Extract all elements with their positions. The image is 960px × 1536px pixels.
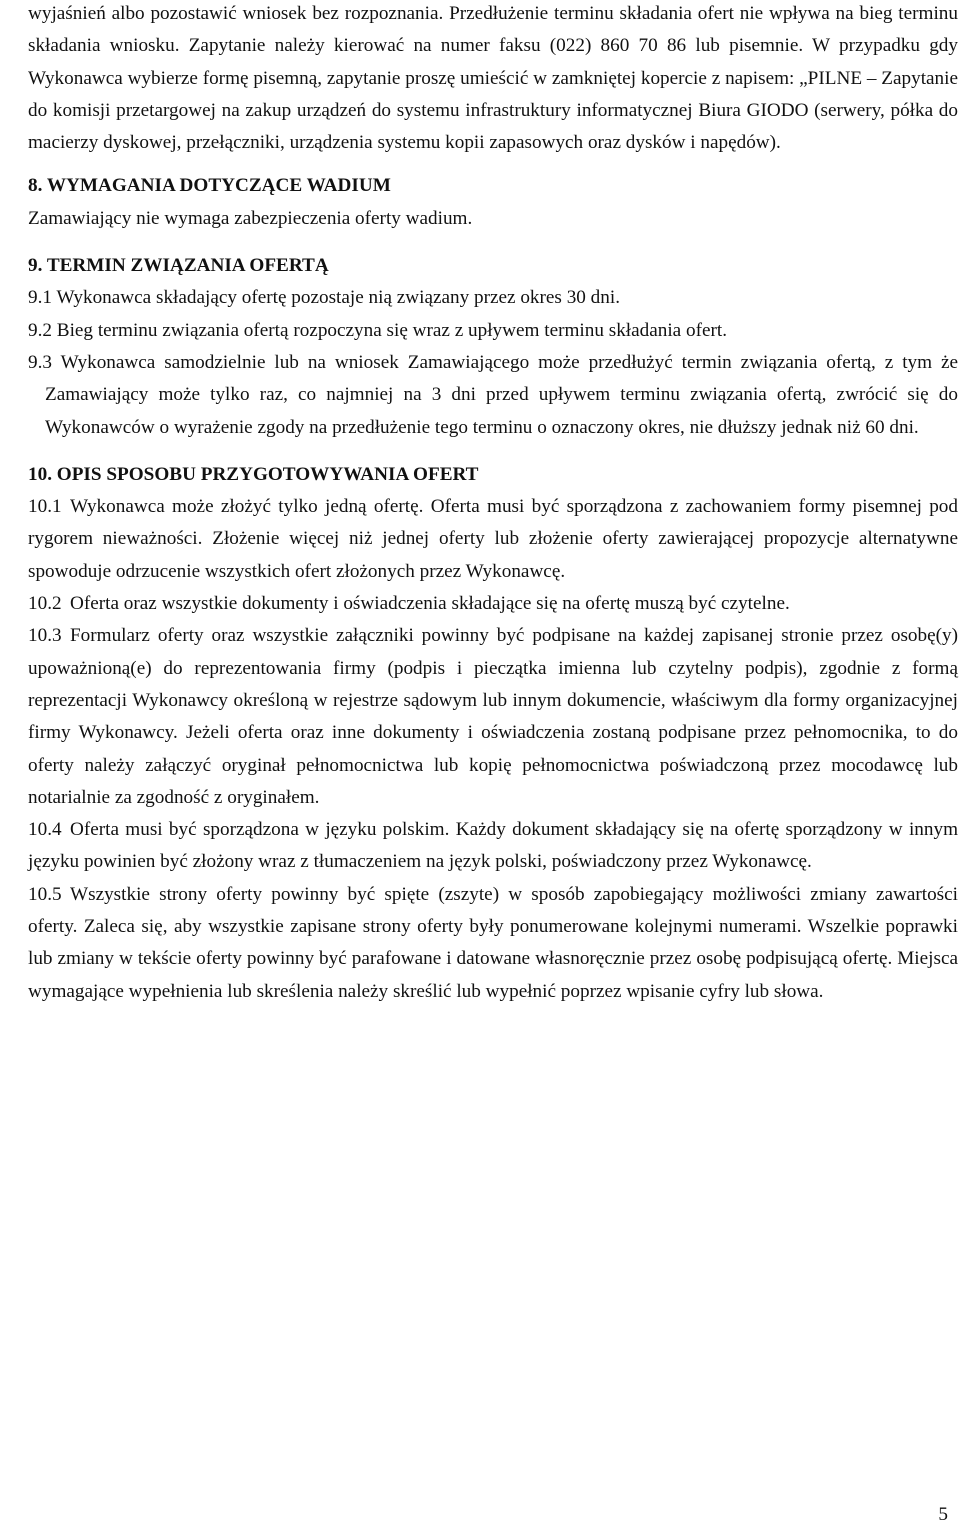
list-item-10-4 <box>28 814 958 879</box>
spacer <box>28 159 958 170</box>
spacer <box>28 444 958 459</box>
list-item-10-3 <box>28 620 958 814</box>
item-text: Wszystkie strony oferty powinny być spięte (zszyte) w sposób zapobiegający możliwości zmiany zawartości oferty. Zaleca się, aby wszystkie zapisane strony oferty były ponumerowane kolejnymi numerami. Wszelkie poprawki lub zmiany w tekście oferty powinny być parafowane i datowane własnoręcznie przez osobę podpisującą ofertę. Miejsca wymagające wypełnienia lub skreślenia należy skreślić lub wypełnić poprzez wpisanie cyfry lub słowa. <box>28 883 958 1002</box>
item-text: Wykonawca może złożyć tylko jedną ofertę. Oferta musi być sporządzona z zachowaniem formy pisemnej pod rygorem nieważności. Złożenie więcej niż jednej oferty lub złożenie oferty zawierającej propozycje alternatywne spowoduje odrzucenie wszystkich ofert złożonych przez Wykonawcę. <box>28 496 958 582</box>
item-number: 10.3 <box>28 625 62 647</box>
page-number: 5 <box>938 1504 948 1525</box>
list-item-9-1 <box>28 282 958 314</box>
item-number: 10.1 <box>28 496 62 518</box>
item-number: 10.4 <box>28 819 62 841</box>
item-text: Oferta musi być sporządzona w języku polskim. Każdy dokument składający się na ofertę sporządzony w innym języku powinien być złożony wraz z tłumaczeniem na język polski, poświadczony przez Wykonawcę. <box>28 819 958 873</box>
item-text: Wykonawca składający ofertę pozostaje nią związany przez okres 30 dni. <box>56 287 620 309</box>
item-text: Wykonawca samodzielnie lub na wniosek Zamawiającego może przedłużyć termin związania ofertą, z tym że Zamawiający może tylko raz, co najmniej na 3 dni przed upływem terminu związania ofertą, zwrócić się do Wykonawców o wyrażenie zgody na przedłużenie tego terminu o oznaczony okres, nie dłuższy jednak niż 60 dni. <box>45 351 958 438</box>
section-9-heading: 9. TERMIN ZWIĄZANIA OFERTĄ <box>28 255 329 277</box>
spacer <box>28 235 958 250</box>
item-text: Bieg terminu związania ofertą rozpoczyna się wraz z upływem terminu składania ofert. <box>56 319 727 341</box>
section-10-heading: 10. OPIS SPOSOBU PRZYGOTOWYWANIA OFERT <box>28 463 479 485</box>
section-8-heading: 8. WYMAGANIA DOTYCZĄCE WADIUM <box>28 175 391 197</box>
section-8-text: Zamawiający nie wymaga zabezpieczenia oferty wadium. <box>28 207 473 229</box>
list-item-10-2 <box>28 588 958 620</box>
item-number: 10.2 <box>28 593 62 615</box>
item-number: 9.1 <box>28 287 52 309</box>
list-item-10-1 <box>28 491 958 588</box>
item-text: Formularz oferty oraz wszystkie załączniki powinny być podpisane na każdej zapisanej stronie przez osobę(y) upoważnioną(e) do reprezentowania firmy (podpis i pieczątka imienna lub czytelny podpis), zgodnie z formą reprezentacji Wykonawcy określoną w rejestrze sądowym lub innym dokumencie, właściwym dla formy organizacyjnej firmy Wykonawcy. Jeżeli oferta oraz inne dokumenty i oświadczenia zostaną podpisane przez pełnomocnika, to do oferty należy załączyć oryginał pełnomocnictwa lub kopię pełnomocnictwa poświadczoną przez mocodawcę lub notarialnie za zgodność z oryginałem. <box>28 625 958 808</box>
item-number: 9.3 <box>28 351 52 373</box>
list-item-9-2 <box>28 315 958 347</box>
list-item-9-3 <box>28 347 958 444</box>
item-number: 9.2 <box>28 319 52 341</box>
item-text: Oferta oraz wszystkie dokumenty i oświadczenia składające się na ofertę muszą być czytelne. <box>70 593 790 615</box>
intro-paragraph: wyjaśnień albo pozostawić wniosek bez rozpoznania. Przedłużenie terminu składania ofert nie wpływa na bieg terminu składania wniosku. Zapytanie należy kierować na numer faksu (022) 860 70 86 lub pisemnie. W przypadku gdy Wykonawca wybierze formę pisemną, zapytanie proszę umieścić w zamkniętej kopercie z napisem: „PILNE – Zapytanie do komisji przetargowej na zakup urządzeń do systemu infrastruktury informatycznej Biura GIODO (serwery, półka do macierzy dyskowej, przełączniki, urządzenia systemu kopii zapasowych oraz dysków i napędów). <box>28 3 958 154</box>
list-item-10-5 <box>28 879 958 1008</box>
item-number: 10.5 <box>28 883 62 905</box>
